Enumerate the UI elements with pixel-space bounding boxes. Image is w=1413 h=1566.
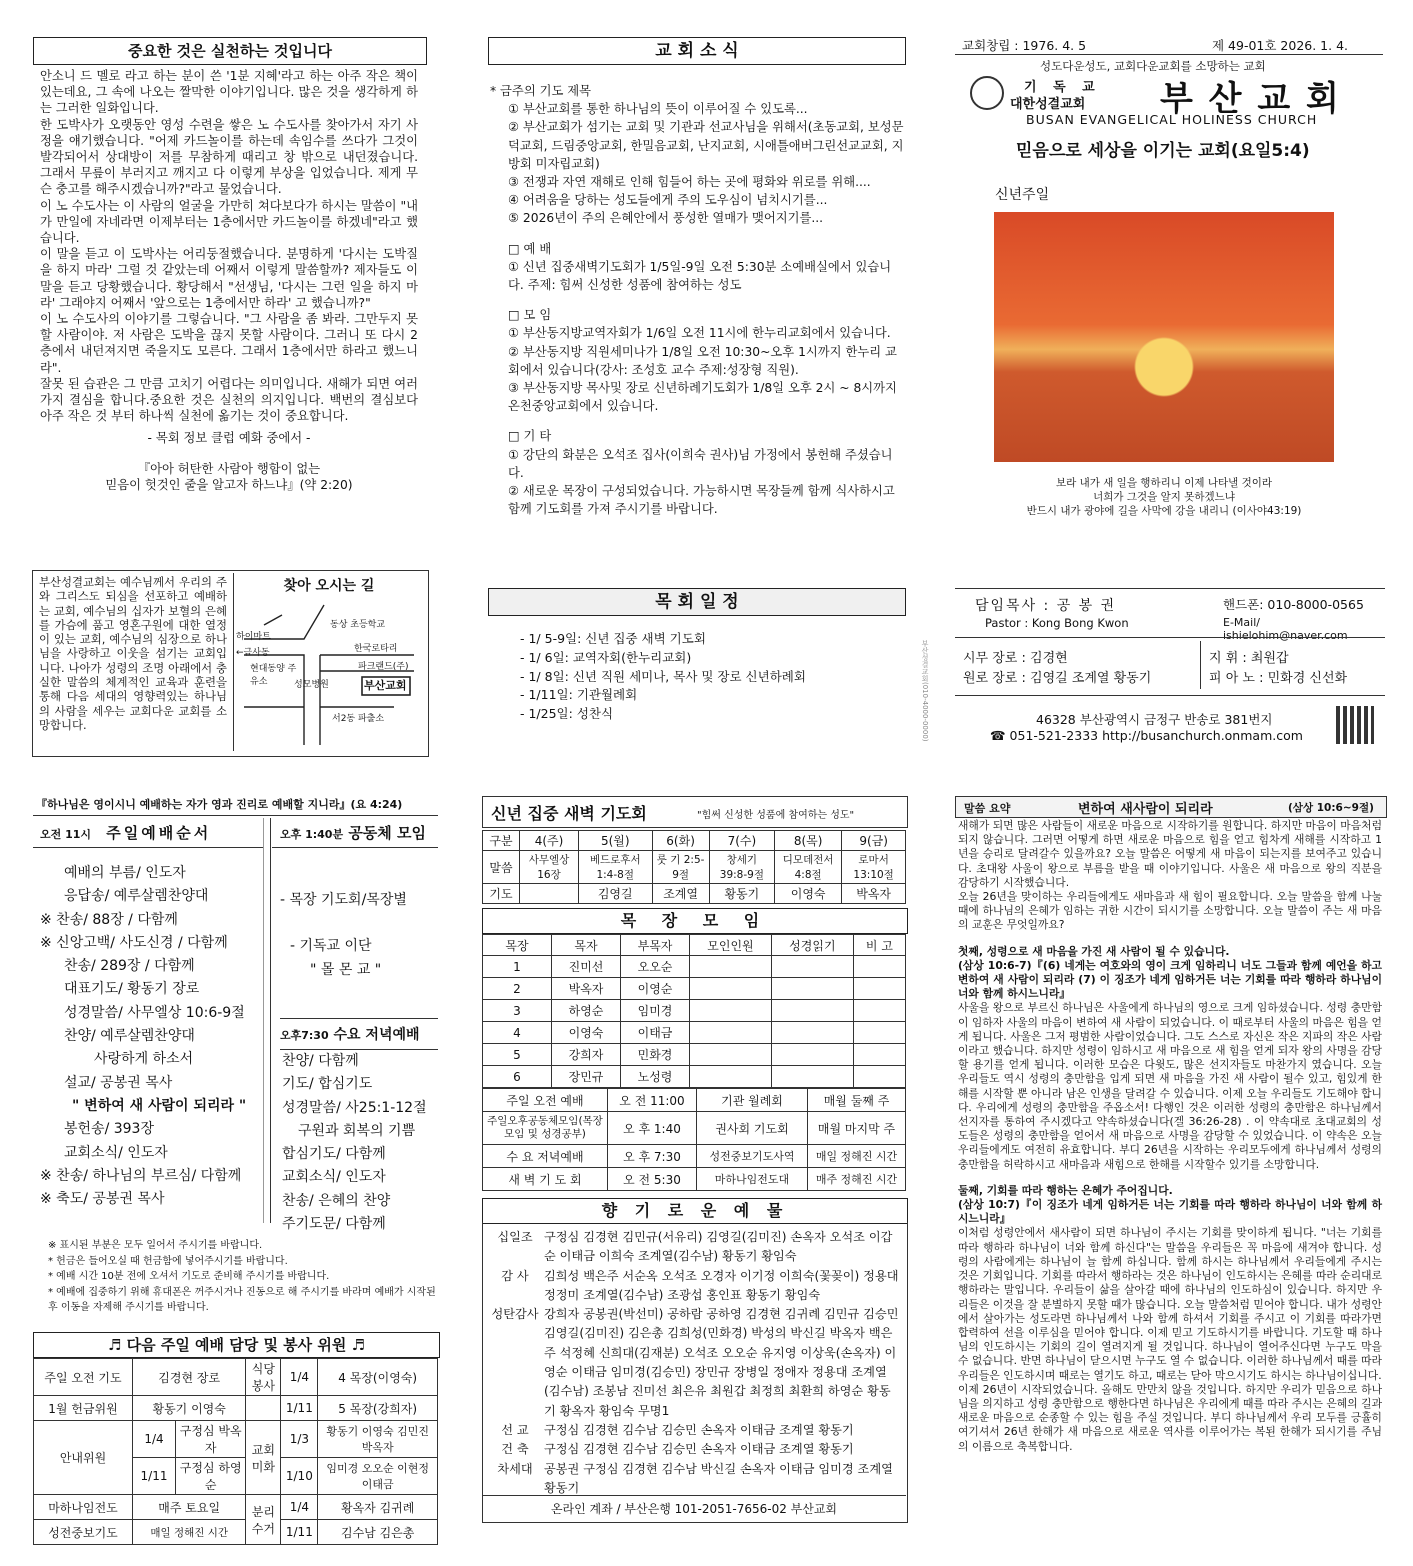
offering-list bbox=[486, 1228, 902, 1498]
essay-verse-2: 믿음이 헛것인 줄을 알고자 하느냐』(약 2:20) bbox=[105, 477, 353, 492]
table-cell: 6 bbox=[483, 1066, 552, 1088]
table-cell: 1/11 bbox=[281, 1396, 318, 1421]
order-item: ※ 신앙고백/ 사도신경 / 다함께 bbox=[40, 934, 228, 951]
table-cell bbox=[246, 1396, 281, 1421]
dawn-subtitle: "힘써 신성한 성품에 참여하는 성도" bbox=[697, 810, 855, 821]
sermon-body bbox=[958, 819, 1382, 1454]
table-row bbox=[483, 935, 906, 956]
table-row bbox=[34, 1495, 438, 1520]
essay-source: - 목회 정보 클럽 예화 중에서 - bbox=[147, 431, 311, 446]
side-vertical-text: 부산성결교회(010-4000-0000) bbox=[921, 640, 929, 742]
sunday-label: 신년주일 bbox=[995, 187, 1050, 203]
essay-verse-1: 『아아 허탄한 사람아 행함이 없는 bbox=[137, 461, 321, 476]
pastor-name: 담임목사 : 공 봉 권 bbox=[975, 598, 1117, 614]
schedule-list bbox=[520, 630, 900, 724]
table-cell: 매주 정해진 시간 bbox=[808, 1168, 906, 1191]
meeting-item: ② 부산동지방 직원세미나가 1/8일 오전 10:30~오후 1시까지 한누리 교회에서 있습니다(강사: 조성호 교수 주제:성장형 직원). bbox=[508, 344, 897, 377]
offering-label: 선 교 bbox=[501, 1422, 529, 1437]
table-row bbox=[34, 1359, 438, 1396]
table-cell: 1/11 bbox=[281, 1520, 318, 1545]
table-row bbox=[483, 1066, 906, 1088]
worship-order bbox=[40, 862, 268, 1211]
note-item: * 헌금은 들어오실 때 헌금함에 넣어주시기를 바랍니다. bbox=[48, 1255, 288, 1267]
pm-item: - 기독교 이단 bbox=[290, 938, 372, 954]
table-cell: 1/4 bbox=[281, 1495, 318, 1520]
essay-title: 중요한 것은 실천하는 것입니다 bbox=[33, 37, 427, 65]
prayer-item: ② 부산교회가 섬기는 교회 및 기관과 선교사님을 위해서(초동교회, 보성문덕교회, 드림중앙교회, 한밀음교회, 난지교회, 시애틀애버그린선교교회, 지방회 미자립교회) bbox=[508, 120, 904, 171]
essay-paragraph: 안소니 드 멜로 라고 하는 분이 쓴 '1분 지혜'라고 하는 아주 작은 책이 있는데요, 그 속에 나오는 짤막한 이야기입니다. 많은 것을 생각하게 하는 그러한 일화입니다. bbox=[40, 69, 418, 116]
table-cell[interactable] bbox=[690, 1066, 772, 1088]
cell-title: 목 장 모 임 bbox=[482, 908, 908, 934]
church-vision: 부산성결교회는 예수님께서 우리의 주와 그리스도 되심을 선포하고 예배하는 교회, 예수님의 십자가 보혈의 은혜를 가슴에 품고 영혼구원에 대한 열정이 있는 교회, 예수님의 심장으로 하나님을 사랑하고 이웃을 섬기는 교회입니다. 나아가 성령의 조명 아래에서 충실한 말씀의 체계적인 교육과 훈련을 통해 다음 세대의 영향력있는 하나님의 사람을 세우는 교회다운 교회를 소망합니다. bbox=[39, 575, 227, 732]
meeting-item: ① 부산동지방교역자회가 1/6일 오전 11시에 한누리교회에서 있습니다. bbox=[508, 326, 891, 341]
sermon-point-1-head: 첫째, 성령으로 새 마음을 가진 새 사람이 될 수 있습니다. bbox=[958, 944, 1230, 958]
sermon-header bbox=[955, 796, 1387, 818]
table-cell: 1월 헌금위원 bbox=[34, 1396, 133, 1421]
table-cell: 성전중보기도 bbox=[34, 1520, 133, 1545]
order-title bbox=[40, 822, 260, 843]
table-cell[interactable] bbox=[690, 1000, 772, 1022]
dawn-prayer-box bbox=[482, 796, 908, 828]
pm-title bbox=[280, 822, 426, 843]
issue-number: 제 49-01호 2026. 1. 4. bbox=[1212, 38, 1349, 53]
pastor-phone: 핸드폰: 010-8000-0565 bbox=[1223, 597, 1364, 612]
worship-vdivider bbox=[270, 818, 271, 1223]
offering-row bbox=[486, 1460, 902, 1499]
table-cell: 4 목장(이영숙) bbox=[318, 1359, 438, 1396]
pm-title-text: 공동체 모임 bbox=[348, 824, 426, 842]
denomination-logo bbox=[970, 76, 1004, 110]
table-row bbox=[483, 1089, 906, 1112]
order-item: 성경말씀/ 사무엘상 10:6-9절 bbox=[64, 1004, 245, 1021]
elder: 시무 장로 : 김경현 bbox=[963, 651, 1068, 666]
table-row bbox=[34, 1421, 438, 1458]
table-cell: 창세기 39:8-9절 bbox=[709, 851, 774, 884]
table-cell: 주일 오전 예배 bbox=[483, 1089, 608, 1112]
table-cell[interactable] bbox=[771, 956, 853, 978]
offering-label: 십일조 bbox=[497, 1230, 533, 1244]
eve-item: 찬송/ 은혜의 찬양 bbox=[282, 1192, 391, 1209]
order-item: ※ 찬송/ 하나님의 부르심/ 다함께 bbox=[40, 1167, 242, 1184]
table-cell: 식당봉사 bbox=[246, 1359, 281, 1396]
table-header: 비 고 bbox=[853, 935, 905, 956]
schedule-title: 목 회 일 정 bbox=[488, 588, 906, 616]
photo-caption bbox=[990, 476, 1338, 518]
order-item: 예배의 부름/ 인도자 bbox=[64, 865, 186, 881]
order-item: 교회소식/ 인도자 bbox=[64, 1144, 168, 1161]
order-item: ※ 찬송/ 88장 / 다함께 bbox=[40, 911, 178, 928]
denomination-2: 대한성결교회 bbox=[1010, 97, 1086, 112]
offering-title: 향 기 로 운 예 물 bbox=[482, 1198, 908, 1224]
church-slogan: 믿음으로 세상을 이기는 교회(요일5:4) bbox=[1016, 141, 1310, 161]
offering-names: 구정심 김경현 김수남 김승민 손옥자 이태금 조계열 황동기 bbox=[544, 1422, 854, 1437]
table-cell: 룻 기 2:5-9절 bbox=[652, 851, 709, 884]
map-label-police: 서2동 파출소 bbox=[332, 714, 385, 724]
order-item: 응답송/ 예루살렘찬양대 bbox=[64, 888, 209, 905]
table-cell: 매일 정해진 시간 bbox=[808, 1145, 906, 1168]
pastor-en: Pastor : Kong Bong Kwon bbox=[985, 616, 1129, 630]
prayer-item: ⑤ 2026년이 주의 은혜안에서 풍성한 열매가 맺어지기를... bbox=[508, 211, 824, 226]
table-cell: 로마서 13:10절 bbox=[842, 851, 906, 884]
church-contact[interactable]: ☎ 051-521-2333 http://busanchurch.onmam.com bbox=[990, 728, 1303, 743]
pm-item: " 몰 몬 교 " bbox=[310, 962, 382, 978]
table-cell: 김영길 bbox=[578, 884, 652, 904]
schedule-item: - 1/ 5-9일: 신년 집중 새벽 기도회 bbox=[520, 631, 706, 646]
pm-items bbox=[280, 888, 440, 982]
table-row bbox=[483, 851, 906, 884]
qr-code[interactable] bbox=[1336, 706, 1374, 744]
essay-body bbox=[40, 68, 418, 493]
offering-names: 김희성 백은주 서순옥 오석조 오경자 이기정 이희숙(꽃꽂이) 정용대 정정미 조계열(김수남) 조광섭 홍인표 황동기 황임숙 bbox=[544, 1268, 899, 1302]
table-cell: 진미선 bbox=[552, 956, 621, 978]
table-cell: 황동기 이영숙 bbox=[133, 1396, 246, 1421]
prayer-header: * 금주의 기도 제목 bbox=[490, 84, 592, 98]
meeting-item: ③ 부산동지방 목사및 장로 신년하례기도회가 1/8일 오후 2시 ~ 8시까지 온천중앙교회에서 있습니다. bbox=[508, 381, 897, 414]
note-item: * 예배 시간 10분 전에 오셔서 기도로 준비해 주시기를 바랍니다. bbox=[48, 1271, 330, 1282]
table-cell: 안내위원 bbox=[34, 1421, 133, 1495]
staff-divider bbox=[955, 637, 1385, 638]
schedule-item: - 1/ 8일: 신년 직원 세미나, 목사 및 장로 신년하례회 bbox=[520, 668, 806, 684]
table-header: 구분 bbox=[483, 831, 520, 851]
table-cell: 김경현 장로 bbox=[133, 1359, 246, 1396]
table-cell[interactable] bbox=[771, 1044, 853, 1066]
pm-time: 오후 1:40분 bbox=[280, 828, 344, 841]
staff-box bbox=[955, 588, 1385, 696]
table-row bbox=[483, 978, 906, 1000]
section-meeting: □ 모 임 bbox=[508, 308, 552, 323]
table-header: 목장 bbox=[483, 935, 552, 956]
sermon-point-2-verse: (삼상 10:7)『이 징조가 네게 임하거든 너는 기회를 따라 행하라 하나님이 너와 함께 하시느니라』 bbox=[958, 1198, 1382, 1226]
table-cell: 5 목장(강희자) bbox=[318, 1396, 438, 1421]
offering-names: 구정심 김경현 김수남 김승민 손옥자 이태금 조계열 황동기 bbox=[544, 1442, 854, 1457]
map-label-gas: 현대동양 주유소 bbox=[250, 664, 297, 687]
table-cell[interactable] bbox=[853, 1022, 905, 1044]
table-cell: 민화경 bbox=[621, 1044, 690, 1066]
offering-label: 건 축 bbox=[501, 1442, 529, 1457]
table-row bbox=[483, 1044, 906, 1066]
news-body bbox=[490, 82, 905, 518]
table-cell[interactable] bbox=[853, 978, 905, 1000]
table-cell: 교회미화 bbox=[246, 1421, 281, 1495]
sermon-paragraph: 이제 26년이 시작되었습니다. 올해도 만만치 않을 것입니다. 하지만 우리가 믿음으로 하나님을 의지하고 성령 충만함으로 행한다면 하나님은 우리에게 때를 따라 주시는 은혜의 길과 새로운 마음으로 순종할 수 있는 힘을 주실 것입니다. 부디 하나님께서 우리 모두를 긍휼히 여기셔서 26년 한해가 새 마음으로 새로운 역사를 이루어가는 복된 한해가 되시기를 주님의 이름으로 축복합니다. bbox=[958, 1382, 1382, 1453]
order-item: 찬양/ 예루살렘찬양대 bbox=[64, 1028, 195, 1045]
offering-row bbox=[486, 1305, 902, 1421]
worship-notes bbox=[48, 1238, 436, 1316]
table-cell: 오 후 7:30 bbox=[608, 1145, 697, 1168]
table-cell: 1/11 bbox=[133, 1458, 176, 1495]
map-label-geumsa: ←금사동 bbox=[236, 648, 270, 658]
table-row bbox=[34, 1396, 438, 1421]
table-cell: 2 bbox=[483, 978, 552, 1000]
etc-item: ① 강단의 화분은 오석조 집사(이희숙 권사)님 가정에서 봉헌해 주셨습니다. bbox=[508, 447, 893, 480]
table-cell: 구정심 하영순 bbox=[176, 1458, 246, 1495]
table-row bbox=[483, 1168, 906, 1191]
map-label-rotary: 한국로타리 bbox=[354, 644, 398, 654]
pianist: 피 아 노 : 민화경 신선화 bbox=[1209, 671, 1348, 686]
essay-paragraph: 한 도박사가 오랫동안 영성 수련을 쌓은 노 수도사를 찾아가서 자기 사정을 얘기했습니다. "어제 카드놀이를 하는데 속임수를 쓰다가 그것이 발각되어서 상대방이 저를 무참하게 때리고 창 밖으로 내던졌습니다. 그래서 무릎이 부러지고 깨지고 다 이렇게 부상을 입었습니다. 제게 무슨 충고를 해주시겠습니까?"라고 물었습니다. bbox=[40, 117, 418, 197]
table-cell: 새 벽 기 도 회 bbox=[483, 1168, 608, 1191]
founded-date: 교회창립 : 1976. 4. 5 bbox=[962, 38, 1087, 53]
table-header: 성경읽기 bbox=[771, 935, 853, 956]
table-cell: 1/3 bbox=[281, 1421, 318, 1458]
table-cell[interactable] bbox=[771, 1022, 853, 1044]
table-cell[interactable] bbox=[853, 1000, 905, 1022]
next-week-title: ♬ 다음 주일 예배 담당 및 봉사 위원 ♬ bbox=[33, 1332, 440, 1358]
table-cell: 마하나임전도 bbox=[34, 1495, 133, 1520]
table-cell: 4 bbox=[483, 1022, 552, 1044]
pastor-email: E-Mail/ ishielohim@naver.com bbox=[1223, 616, 1348, 642]
table-cell: 3 bbox=[483, 1000, 552, 1022]
table-cell: 김수남 김은총 bbox=[318, 1520, 438, 1545]
order-time: 오전 11시 bbox=[40, 828, 92, 841]
order-item: 대표기도/ 황동기 장로 bbox=[64, 981, 200, 998]
table-cell: 이영숙 bbox=[552, 1022, 621, 1044]
table-cell[interactable] bbox=[771, 1000, 853, 1022]
next-week-table bbox=[33, 1358, 438, 1545]
map-label-church: 부산교회 bbox=[364, 679, 407, 692]
dawn-table bbox=[482, 830, 906, 904]
sermon-paragraph: 오늘 26년을 맞이하는 우리들에게도 새마음과 새 힘이 필요합니다. 오늘 말씀을 함께 나눌때에 하나님의 은혜가 임하는 귀한 시간이 되시기를 소망합니다. 오늘 말씀이 주는 새 마음의 교훈은 무엇일까요? bbox=[958, 890, 1382, 932]
church-name-en: BUSAN EVANGELICAL HOLINESS CHURCH bbox=[1026, 112, 1318, 127]
table-cell[interactable] bbox=[771, 1066, 853, 1088]
note-item: ※ 표시된 부분은 모두 일어서 주시기를 바랍니다. bbox=[48, 1240, 263, 1251]
table-header: 7(수) bbox=[709, 831, 774, 851]
table-cell: 박옥자 bbox=[842, 884, 906, 904]
table-cell[interactable] bbox=[690, 1022, 772, 1044]
etc-item: ② 새로운 목장이 구성되었습니다. 가능하시면 목장들께 함께 식사하시고 함께 기도회를 가져 주시기를 바랍니다. bbox=[508, 484, 895, 517]
table-row bbox=[483, 956, 906, 978]
offering-names: 공봉권 구정심 김경현 김수남 박신길 손옥자 이태금 임미경 조계열 황동기 bbox=[544, 1461, 893, 1495]
table-cell: 하영순 bbox=[552, 1000, 621, 1022]
sermon-paragraph: 이처럼 성령안에서 새사람이 되면 하나님이 주시는 기회를 맞이하게 됩니다. "너는 기회를 따라 행하라 하나님이 너와 함께 하신다"는 말씀을 우리들은 꼭 마음에 새겨야 합니다. 성령의 사람에게는 하나님이 늘 함께 하십니다. 함께 하시는 하나님께서 우리들에게 주시는 것은 기회입니다. 기회를 따라서 행하라는 것은 하나님이 인도하시는 은혜를 따라 순리대로 행하라는 말입니다. 우리들이 삶을 살아갈 때에 하나님의 인도하심이 있습니다. 하지만 우리들은 이것을 잘 분별하지 못할 때가 많습니다. 오늘 말씀처럼 믿어야 합니다. 내가 성령안에서 살아가는 성도라면 하나님께서 나와 함께 하셔서 기회를 주시고 이 기회를 따라가면 합력하여 선을 이루심을 믿어야 합니다. 이제 믿고 기도하시기를 바랍니다. 기도할 때 하나님의 인도하시는 기회의 길이 열려지게 될 것입니다. 하나님이 열어주신다면 누구도 막을 수 없습니다. 반면 하나님이 닫으시면 누구도 열 수 없습니다. 이러한 하나님께서 때를 따라 우리들은 인도하시며 때로는 열기도 하고, 때로는 닫아 막으시기도 하시는 하나님이십니다. bbox=[958, 1226, 1382, 1382]
caption-line: 반드시 내가 광야에 길을 사막에 강을 내리니 (이사야43:19) bbox=[1026, 505, 1302, 517]
table-row bbox=[483, 1112, 906, 1145]
table-cell: 주일오후공동체모임(목장모임 및 성경공부) bbox=[483, 1112, 608, 1145]
offering-row bbox=[486, 1267, 902, 1306]
schedule-item: - 1/25일: 성찬식 bbox=[520, 706, 614, 722]
table-cell: 마하나임전도대 bbox=[697, 1168, 808, 1191]
table-row bbox=[483, 1000, 906, 1022]
offering-names: 구정심 김경현 김민규(서유리) 김영길(김미진) 손옥자 오석조 이갑순 이태금 이희숙 조계열(김수남) 황동기 황임숙 bbox=[544, 1230, 893, 1264]
table-row bbox=[34, 1520, 438, 1545]
table-header: 6(화) bbox=[652, 831, 709, 851]
table-cell: 1/4 bbox=[281, 1359, 318, 1396]
map bbox=[233, 573, 424, 751]
eve-title bbox=[280, 1018, 438, 1050]
eve-item: 주기도문/ 다함께 bbox=[282, 1216, 386, 1233]
eve-item: 교회소식/ 인도자 bbox=[282, 1169, 386, 1186]
sermon-title-item: " 변하여 새 사람이 되리라 " bbox=[72, 1097, 247, 1114]
vision-map-box bbox=[32, 570, 429, 757]
order-title-rule bbox=[33, 847, 263, 848]
pm-title-rule bbox=[272, 847, 438, 848]
table-cell: 매월 마지막 주 bbox=[808, 1112, 906, 1145]
offering-row bbox=[486, 1228, 902, 1267]
table-cell[interactable] bbox=[690, 1044, 772, 1066]
table-cell: 분리수거 bbox=[246, 1495, 281, 1545]
table-cell: 성전중보기도사역 bbox=[697, 1145, 808, 1168]
table-cell: 황옥자 김귀례 bbox=[318, 1495, 438, 1520]
table-cell: 조계열 bbox=[652, 884, 709, 904]
table-cell: 박옥자 bbox=[552, 978, 621, 1000]
schedule-item: - 1/ 6일: 교역자회(한누리교회) bbox=[520, 649, 692, 665]
eve-title-text: 수요 저녁예배 bbox=[333, 1027, 420, 1043]
table-cell: 구정심 박옥자 bbox=[176, 1421, 246, 1458]
table-header: 모인인원 bbox=[690, 935, 772, 956]
section-worship: □ 예 배 bbox=[508, 241, 552, 256]
order-item: 봉헌송/ 393장 bbox=[64, 1121, 154, 1138]
table-cell: 1/4 bbox=[133, 1421, 176, 1458]
sermon-paragraph: 새해가 되면 많은 사람들이 새로운 마음으로 시작하기를 원합니다. 하지만 마음이 마음처럼 되지 않습니다. 그러면 어떻게 하면 새로운 마음으로 힘을 얻고 힘차게 새해를 시작하고 1년을 승리로 달려갈수 있을까요? 오늘 말씀은 어떻게 새 마음이 되는지를 보여주고 있습니다. 초대왕 사울이 왕으로 부름을 받을 때 이야기입니다. 사울은 새 마음으로 왕의 직분을 감당하기 시작했습니다. bbox=[958, 819, 1382, 889]
staff-vdivider bbox=[1200, 641, 1201, 689]
map-label-hi-mart: 하이마트 bbox=[236, 632, 271, 642]
table-header: 목자 bbox=[552, 935, 621, 956]
eve-item: 구원과 회복의 기쁨 bbox=[298, 1122, 416, 1139]
table-cell: 황동기 bbox=[709, 884, 774, 904]
table-row bbox=[483, 1022, 906, 1044]
table-cell[interactable] bbox=[853, 1044, 905, 1066]
table-cell: 5 bbox=[483, 1044, 552, 1066]
cell-table bbox=[482, 934, 906, 1088]
sermon-title: 변하여 새사람이 되리라 bbox=[1078, 802, 1213, 817]
denomination-1: 기 독 교 bbox=[1024, 80, 1101, 95]
eve-item: 성경말씀/ 사25:1-12절 bbox=[282, 1099, 427, 1116]
table-cell: 수 요 저녁예배 bbox=[483, 1145, 608, 1168]
caption-line: 보라 내가 새 일을 행하리니 이제 나타낼 것이라 bbox=[1055, 477, 1273, 489]
worship-header-verse: 『하나님은 영이시니 예배하는 자가 영과 진리로 예배할 지니라』(요 4:24) bbox=[36, 798, 403, 811]
section-etc: □ 기 타 bbox=[508, 429, 552, 444]
essay-paragraph: 이 노 수도사는 이 사람의 얼굴을 가만히 쳐다보다가 하시는 말씀이 "내가 만일에 자네라면 이제부터는 1층에서만 카드놀이를 하겠네"라고 했습니다. bbox=[40, 198, 418, 246]
schedule-item: - 1/11일: 기관월례회 bbox=[520, 687, 638, 703]
table-cell: 오 전 11:00 bbox=[608, 1089, 697, 1112]
map-label-parkland: 파크랜드(주) bbox=[358, 662, 409, 672]
map-label-school: 동상 초등학교 bbox=[330, 620, 386, 630]
prayer-item: ① 부산교회를 통한 하나님의 뜻이 이루어질 수 있도록... bbox=[508, 102, 808, 117]
sermon-paragraph: 사울을 왕으로 부르신 하나님은 사울에게 하나님의 영으로 크게 임하셨습니다. 성령 충만함이 임하자 사울의 마음이 변하여 새 사람이 되었습니다. 이 때로부터 사울의 마음은 힘을 얻게 됩니다. 사울은 그저 평범한 사람이었습니다. 그도 스스로 자신은 작은 지파의 작은 사람이라고 했습니다. 하지만 성령이 임하시고 새 마음으로 새 힘을 얻게 되자 왕의 사명을 감당할 용기를 얻게 됩니다. 이러한 모습은 다윗도, 많은 선지자들도 마찬가지 였습니다. 오늘 우리들도 역시 성령의 충만함을 입게 되면 새 마음을 가진 새 사람이 될수 있고, 힘있게 한 해를 시작할 뿐 아니라 남은 인생을 달려갈 수 있습니다. 이제 오늘 우리들도 기도해야 합니다. 우리에게 성령의 충만함을 주옵소서! 다행인 것은 이러한 성령의 충만함은 하나님께서 선지자를 통하여 주시겠다고 약속하셨습니다(겔 36:26-28) . 이 약속대로 초대교회의 성도들은 성령의 충만함을 얻어서 새 마음으로 사명을 감당할 수 있었습니다. 이 약속은 오늘 우리들에게도 여전히 유효합니다. 부디 26년을 시작하는 우리모두에게 하나님께서 성령의 충만함을 허락하시고 새마음과 새힘으로 한해를 시작할수 있기를 소망합니다. bbox=[958, 1001, 1382, 1171]
table-cell: 임미경 bbox=[621, 1000, 690, 1022]
table-row bbox=[483, 884, 906, 904]
table-cell: 권사회 기도회 bbox=[697, 1112, 808, 1145]
order-item: 사랑하게 하소서 bbox=[94, 1051, 194, 1068]
table-cell[interactable] bbox=[690, 956, 772, 978]
table-row bbox=[483, 1145, 906, 1168]
table-cell: 오오순 bbox=[621, 956, 690, 978]
offering-row bbox=[486, 1440, 902, 1459]
worship-item: ① 신년 집중새벽기도회가 1/5일-9일 오전 5:30분 소예배실에서 있습니다. 주제: 힘써 신성한 성품에 참여하는 성도 bbox=[508, 259, 892, 293]
header-rule bbox=[955, 54, 1383, 55]
order-item: ※ 축도/ 공봉권 목사 bbox=[40, 1191, 165, 1208]
table-cell: 장민규 bbox=[552, 1066, 621, 1088]
church-motto: 성도다운성도, 교회다운교회를 소망하는 교회 bbox=[1040, 59, 1266, 73]
table-cell bbox=[520, 884, 579, 904]
sermon-point-1-verse: (삼상 10:6-7)『(6) 네게는 여호와의 영이 크게 임하리니 너도 그들과 함께 예언을 하고 변하여 새 사람이 되리라 (7) 이 징조가 네게 임하거든 너는 기회를 따라 행하라 하나님이 너와 함께 하시느니라』 bbox=[958, 958, 1382, 1001]
sermon-ref: (삼상 10:6~9절) bbox=[1288, 802, 1374, 814]
sunset-river-image bbox=[994, 212, 1334, 462]
essay-paragraph: 이 말을 듣고 이 도박사는 어리둥절했습니다. 분명하게 '다시는 도박질을 하지 마라' 그럴 것 같았는데 어째서 이렇게 말씀할까? 제자들도 이 말을 듣고 당황했습니다. 황당해서 "선생님, '다시는 그런 일을 하지 마라' 그래야지 어째서 '앞으로는 1층에서만 하라' 고 했습니까?" bbox=[40, 247, 418, 310]
table-header: 8(목) bbox=[775, 831, 842, 851]
table-cell: 오 후 1:40 bbox=[608, 1112, 697, 1145]
eve-item: 기도/ 합심기도 bbox=[282, 1076, 373, 1093]
eve-item: 합심기도/ 다함께 bbox=[282, 1146, 386, 1163]
caption-line: 너희가 그것을 알지 못하겠느냐 bbox=[1093, 491, 1235, 503]
table-row bbox=[483, 831, 906, 851]
table-cell[interactable] bbox=[853, 1066, 905, 1088]
table-cell: 베드로후서 1:4-8절 bbox=[578, 851, 652, 884]
schedule-times-table bbox=[482, 1088, 906, 1191]
bank-account: 온라인 계좌 / 부산은행 101-2051-7656-02 부산교회 bbox=[482, 1495, 906, 1517]
eve-item: 찬양/ 다함께 bbox=[282, 1053, 359, 1069]
table-cell: 이영순 bbox=[621, 978, 690, 1000]
table-cell: 노성령 bbox=[621, 1066, 690, 1088]
table-cell: 1 bbox=[483, 956, 552, 978]
table-cell[interactable] bbox=[690, 978, 772, 1000]
prayer-item: ③ 전쟁과 자연 재해로 인해 힘들어 하는 곳에 평화와 위로를 위해.... bbox=[508, 175, 871, 190]
table-cell: 매일 정해진 시간 bbox=[133, 1520, 246, 1545]
table-cell: 말씀 bbox=[483, 851, 520, 884]
map-title: 찾아 오시는 길 bbox=[283, 578, 375, 594]
table-header: 4(주) bbox=[520, 831, 579, 851]
sermon-point-2-head: 둘째, 기회를 따라 행하는 은혜가 주어집니다. bbox=[958, 1183, 1173, 1197]
table-cell: 기도 bbox=[483, 884, 520, 904]
essay-paragraph: 이 노 수도사의 이야기를 그렇습니다. "그 사람을 좀 봐라. 그만두지 못할 사람이야. 저 사람은 도박을 끊지 못할 사람이다. 그러니 또 다시 2층에서 내던져지면 죽을지도 모른다. 그래서 1층에서만 하라고 했느니라". bbox=[40, 312, 418, 375]
order-title-text: 주일예배순서 bbox=[106, 824, 212, 842]
table-header: 5(월) bbox=[578, 831, 652, 851]
conductor: 지 휘 : 최원갑 bbox=[1209, 651, 1289, 666]
prayer-item: ④ 어려움을 당하는 성도들에게 주의 도우심이 넘치시기를... bbox=[508, 193, 828, 208]
offering-names: 강희자 공봉권(박선미) 공하람 공하영 김경현 김귀례 김민규 김승민 김영길(김미진) 김은총 김희성(민화경) 박성의 박신길 박옥자 백은주 석정혜 신희대(김재분) 오석조 오오순 유지영 이상욱(손옥자) 이영순 이태금 임미경(김승민) 장민규 장병일 정애자 정용대 조계열(김수남) 조봉남 진미선 최은유 최원갑 최정희 최환희 하영순 황동기 황옥자 황임숙 무명1 bbox=[544, 1307, 899, 1418]
sermon-label: 말씀 요약 bbox=[964, 802, 1011, 815]
order-item: 설교/ 공봉권 목사 bbox=[64, 1074, 173, 1091]
offering-label: 차세대 bbox=[497, 1461, 533, 1476]
table-cell: 사무엘상 16장 bbox=[520, 851, 579, 884]
church-address: 46328 부산광역시 금정구 반송로 381번지 bbox=[1036, 712, 1273, 727]
table-cell: 오 전 5:30 bbox=[608, 1168, 697, 1191]
table-cell: 이태금 bbox=[621, 1022, 690, 1044]
table-cell: 기관 월례회 bbox=[697, 1089, 808, 1112]
elder-emeritus: 원로 장로 : 김영길 조계열 황동기 bbox=[963, 671, 1152, 686]
table-cell: 이영숙 bbox=[775, 884, 842, 904]
table-cell: 매월 둘째 주 bbox=[808, 1089, 906, 1112]
table-cell: 임미경 오오순 이현정 이태금 bbox=[318, 1458, 438, 1495]
offering-row bbox=[486, 1421, 902, 1440]
order-item: 찬송/ 289장 / 다함께 bbox=[64, 958, 195, 975]
offering-label: 성탄감사 bbox=[491, 1307, 539, 1322]
table-cell: 황동기 이영숙 김민진 박옥자 bbox=[318, 1421, 438, 1458]
table-cell[interactable] bbox=[853, 956, 905, 978]
table-cell: 매주 토요일 bbox=[133, 1495, 246, 1520]
eve-time: 오후7:30 bbox=[280, 1029, 329, 1042]
table-header: 부목자 bbox=[621, 935, 690, 956]
note-item: * 예배에 집중하기 위해 휴대폰은 꺼주시거나 진동으로 해 주시기를 바라며 예배가 시작된후 이동을 자제해 주시기를 바랍니다. bbox=[48, 1286, 436, 1313]
eve-items bbox=[282, 1050, 440, 1236]
dawn-title: 신년 집중 새벽 기도회 bbox=[491, 804, 647, 823]
offering-label: 감 사 bbox=[501, 1268, 529, 1283]
news-title: 교 회 소 식 bbox=[488, 37, 906, 65]
table-cell: 디모데전서 4:8절 bbox=[775, 851, 842, 884]
table-cell[interactable] bbox=[771, 978, 853, 1000]
essay-paragraph: 잘못 된 습관은 그 만큼 고치기 어렵다는 의미입니다. 새해가 되면 여러가지 결심을 합니다.중요한 것은 실천의 의지입니다. 백번의 결심보다 아주 작은 것 부터 하나씩 실천에 옮기는 것이 중요합니다. bbox=[40, 376, 418, 424]
table-cell: 1/10 bbox=[281, 1458, 318, 1495]
table-cell: 강희자 bbox=[552, 1044, 621, 1066]
pm-item: - 목장 기도회/목장별 bbox=[280, 892, 407, 908]
table-cell: 주일 오전 기도 bbox=[34, 1359, 133, 1396]
map-label-hospital: 성모병원 bbox=[294, 680, 329, 690]
table-header: 9(금) bbox=[842, 831, 906, 851]
church-name: 부 산 교 회 bbox=[1160, 79, 1341, 119]
